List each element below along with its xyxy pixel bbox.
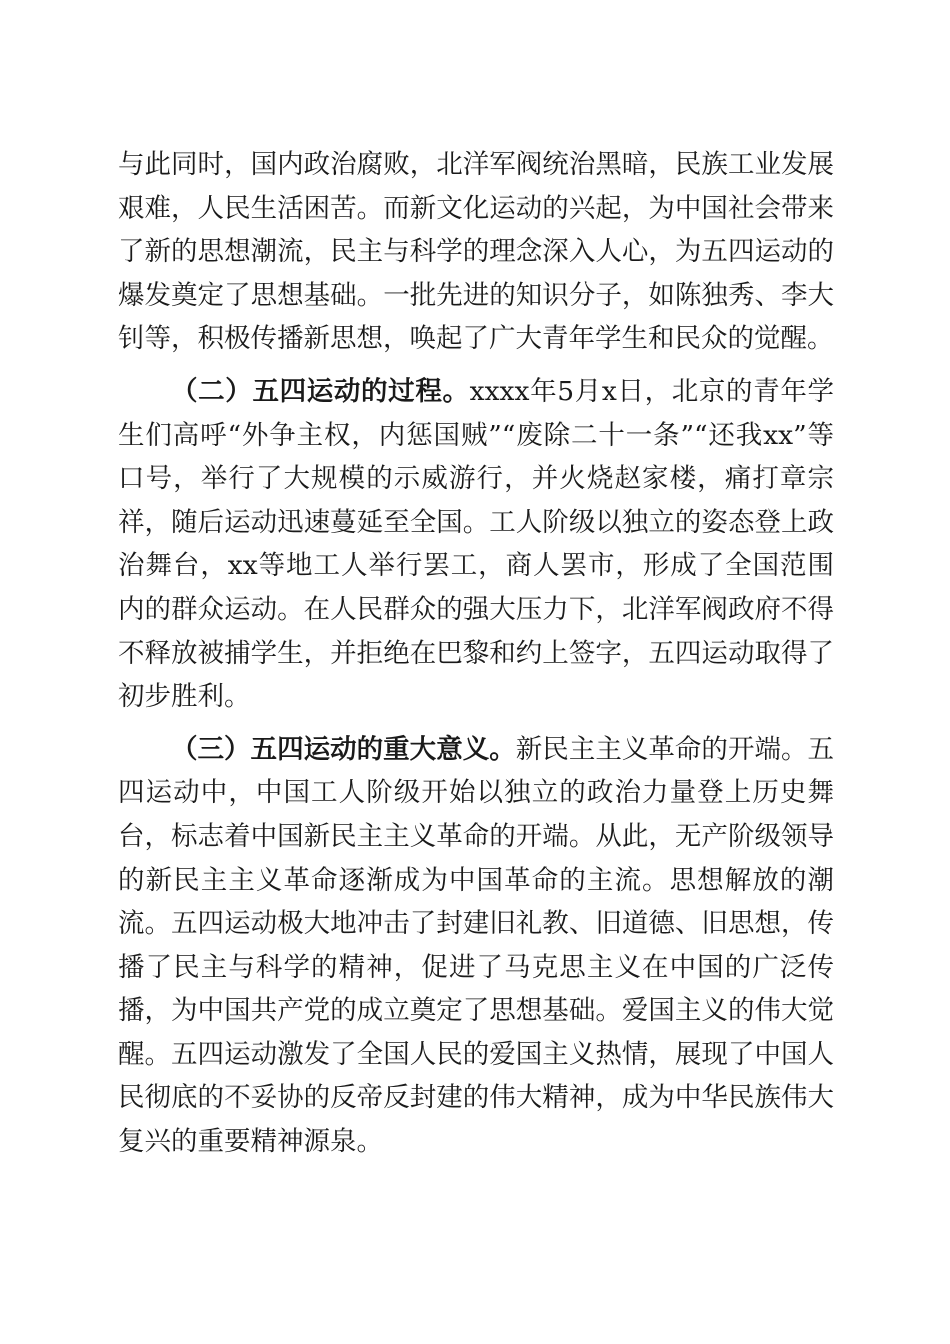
- section-heading-process: （二）五四运动的过程。: [171, 375, 470, 407]
- document-page: [118, 143, 834, 1173]
- paragraph-body: 与此同时，国内政治腐败，北洋军阀统治黑暗，民族工业发展艰难，人民生活困苦。而新文化运动的兴起，为中国社会带来了新的思想潮流，民主与科学的理念深入人心，为五四运动的爆发奠定了思想基础。一批先进的知识分子，如陈独秀、李大钊等，积极传播新思想，唤起了广大青年学生和民众的觉醒。: [118, 149, 834, 355]
- paragraph-body: xxxx年5月x日，北京的青年学生们高呼“外争主权，内惩国贼”“废除二十一条”“还我xx”等口号，举行了大规模的示威游行，并火烧赵家楼，痛打章宗祥，随后运动迅速蔓延至全国。工人阶级以独立的姿态登上政治舞台，xx等地工人举行罢工，商人罢市，形成了全国范围内的群众运动。在人民群众的强大压力下，北洋军阀政府不得不释放被捕学生，并拒绝在巴黎和约上签字，五四运动取得了初步胜利。: [118, 375, 835, 713]
- paragraph-background: [118, 143, 834, 361]
- paragraph-process: [118, 370, 834, 719]
- paragraph-significance: [118, 728, 834, 1164]
- section-heading-significance: （三）五四运动的重大意义。: [171, 733, 516, 765]
- paragraph-body: 新民主主义革命的开端。五四运动中，中国工人阶级开始以独立的政治力量登上历史舞台，标志着中国新民主主义革命的开端。从此，无产阶级领导的新民主主义革命逐渐成为中国革命的主流。思想解放的潮流。五四运动极大地冲击了封建旧礼教、旧道德、旧思想，传播了民主与科学的精神，促进了马克思主义在中国的广泛传播，为中国共产党的成立奠定了思想基础。爱国主义的伟大觉醒。五四运动激发了全国人民的爱国主义热情，展现了中国人民彻底的不妥协的反帝反封建的伟大精神，成为中华民族伟大复兴的重要精神源泉。: [118, 733, 835, 1158]
